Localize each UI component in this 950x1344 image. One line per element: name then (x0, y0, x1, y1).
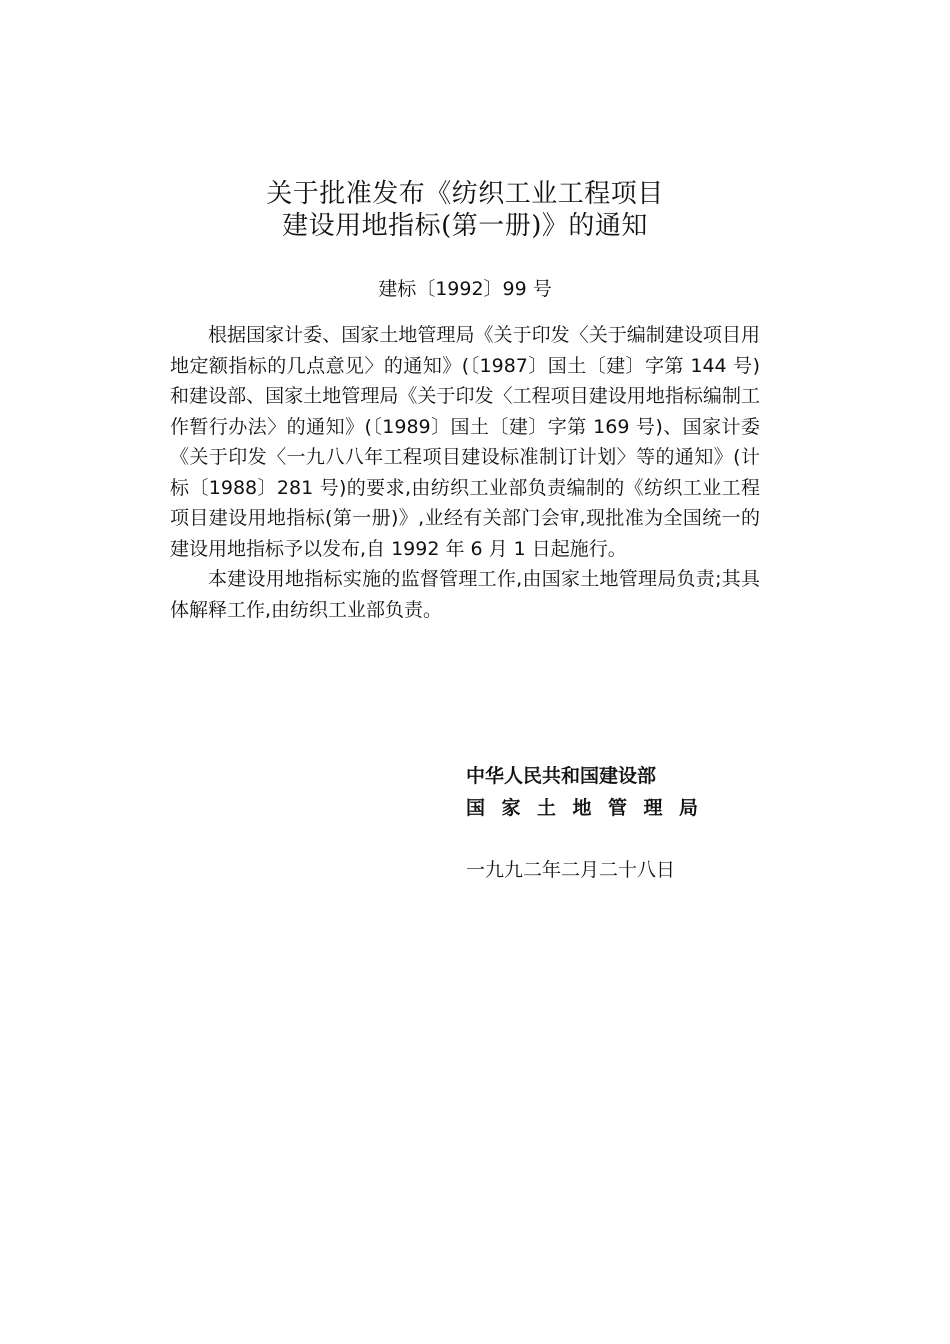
title-line-2: 建设用地指标(第一册)》的通知 (282, 211, 648, 241)
document-title (170, 178, 760, 242)
title-line-1: 关于批准发布《纺织工业工程项目 (266, 179, 664, 209)
signature-land-administration: 国 家 土 地 管 理 局 (466, 797, 698, 819)
document-number: 建标〔1992〕99 号 (378, 278, 552, 300)
document-date: 一九九二年二月二十八日 (466, 859, 676, 881)
paragraph-2: 本建设用地指标实施的监督管理工作,由国家土地管理局负责;其具体解释工作,由纺织工业部负责。 (170, 568, 760, 621)
signature-ministry-of-construction: 中华人民共和国建设部 (466, 765, 657, 787)
paragraph-1: 根据国家计委、国家土地管理局《关于印发〈关于编制建设项目用地定额指标的几点意见〉的通知》(〔1987〕国土〔建〕字第 144 号)和建设部、国家土地管理局《关于印发〈工程项目建设用地指标编制工作暂行办法〉的通知》(〔1989〕国土〔建〕字第 169 号)、国家计委《关于印发〈一九八八年工程项目建设标准制订计划〉等的通知》(计标〔1988〕281 号)的要求,由纺织工业部负责编制的《纺织工业工程项目建设用地指标(第一册)》,业经有关部门会审,现批准为全国统一的建设用地指标予以发布,自 1992 年 6 月 1 日起施行。 (170, 324, 760, 560)
document-body (170, 320, 760, 625)
signature-block (466, 760, 698, 824)
